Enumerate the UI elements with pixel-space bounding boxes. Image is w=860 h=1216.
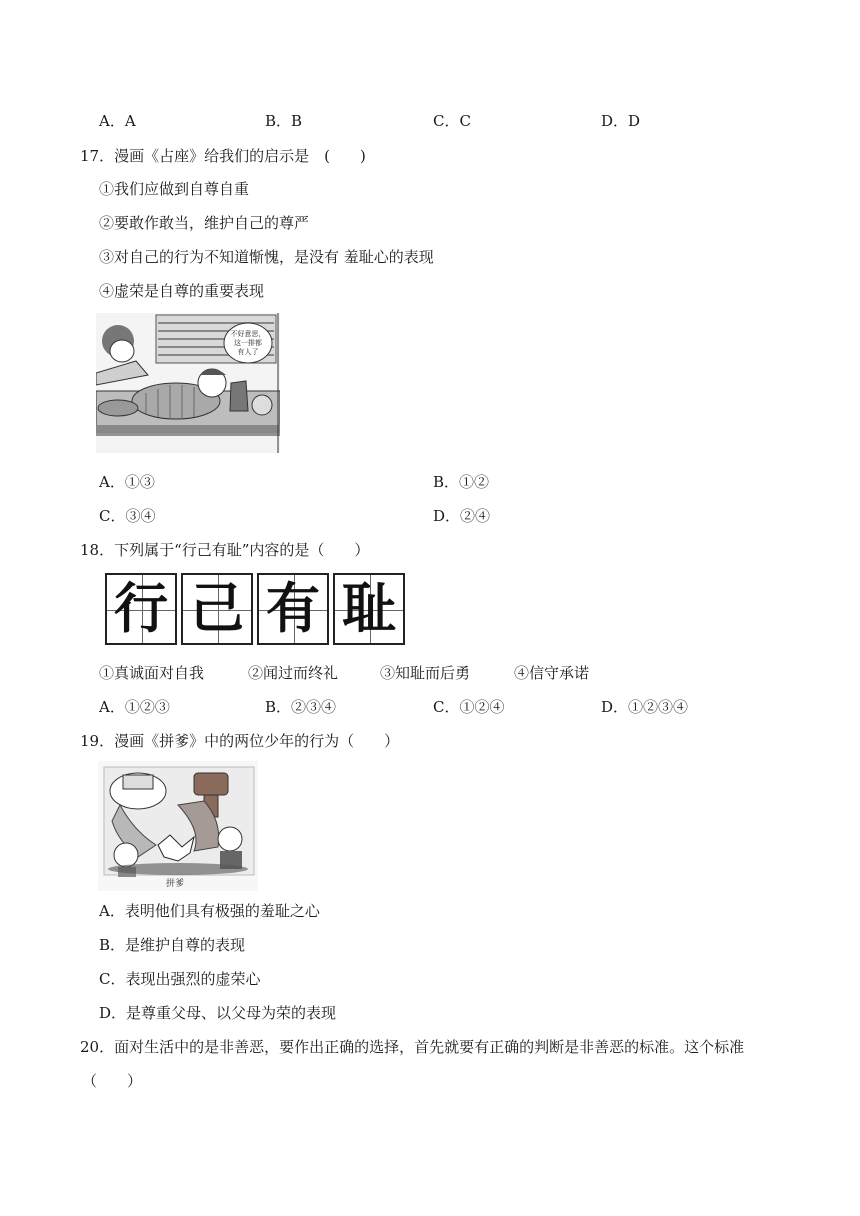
q19-option-b: B．是维护自尊的表现 bbox=[99, 936, 246, 954]
bubble-line-3: 有人了 bbox=[237, 348, 259, 356]
q19-option-d: D．是尊重父母、以父母为荣的表现 bbox=[99, 1004, 337, 1022]
q18-statement-2: ②闻过而终礼 bbox=[248, 664, 339, 682]
char-cell-2: 己 bbox=[181, 573, 253, 645]
q17-statement-2: ②要敢作敢当，维护自己的尊严 bbox=[99, 214, 310, 232]
char-cell-3: 有 bbox=[257, 573, 329, 645]
q18-statement-1: ①真诚面对自我 bbox=[99, 664, 205, 682]
q18-statement-3: ③知耻而后勇 bbox=[380, 664, 471, 682]
q17-option-d: D．②④ bbox=[433, 507, 491, 525]
xingjiyouchi-calligraphy bbox=[105, 573, 409, 647]
q17-stem: 17．漫画《占座》给我们的启示是 ( ) bbox=[80, 147, 366, 165]
q17-option-c: C．③④ bbox=[99, 507, 156, 525]
q16-option-d: D．D bbox=[601, 112, 641, 130]
q18-statement-4: ④信守承诺 bbox=[514, 664, 590, 682]
q17-option-a: A．①③ bbox=[99, 473, 155, 491]
q18-option-a: A．①②③ bbox=[99, 698, 170, 716]
q17-statement-4: ④虚荣是自尊的重要表现 bbox=[99, 282, 265, 300]
q18-option-b: B．②③④ bbox=[265, 698, 337, 716]
char-cell-1: 行 bbox=[105, 573, 177, 645]
q17-statement-1: ①我们应做到自尊自重 bbox=[99, 180, 250, 198]
q16-option-b: B．B bbox=[265, 112, 303, 130]
q20-stem-continued: （ ） bbox=[82, 1072, 143, 1090]
q16-option-a: A．A bbox=[99, 112, 136, 130]
q16-option-c: C．C bbox=[433, 112, 471, 130]
zhanzuo-cartoon bbox=[96, 313, 280, 453]
q20-stem: 20．面对生活中的是非善恶，要作出正确的选择，首先就要有正确的判断是非善恶的标准。这个标准 bbox=[80, 1038, 745, 1056]
q19-stem: 19．漫画《拼爹》中的两位少年的行为（ ） bbox=[80, 732, 400, 750]
q18-stem: 18．下列属于“行己有耻”内容的是（ ） bbox=[80, 541, 370, 559]
q19-option-c: C．表现出强烈的虚荣心 bbox=[99, 970, 261, 988]
q17-statement-3: ③对自己的行为不知道惭愧，是没有 羞耻心的表现 bbox=[99, 248, 434, 266]
char-cell-4: 耻 bbox=[333, 573, 405, 645]
bubble-line-2: 这一排都 bbox=[234, 339, 262, 347]
pindie-caption: 拼爹 bbox=[165, 879, 185, 889]
pindie-cartoon bbox=[98, 761, 258, 891]
bubble-line-1: 不好意思， bbox=[230, 330, 266, 338]
q17-option-b: B．①② bbox=[433, 473, 490, 491]
q18-option-d: D．①②③④ bbox=[601, 698, 689, 716]
q18-option-c: C．①②④ bbox=[433, 698, 505, 716]
q19-option-a: A．表明他们具有极强的羞耻之心 bbox=[99, 902, 320, 920]
